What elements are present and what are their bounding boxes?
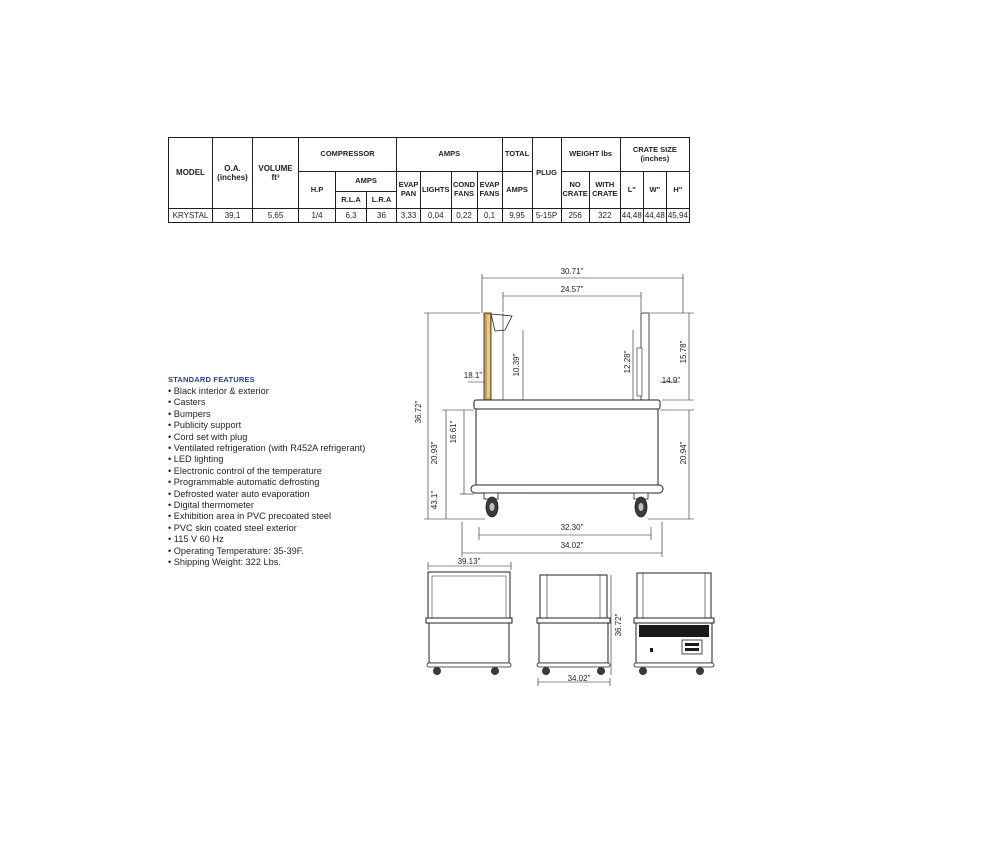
header-lra: L.R.A <box>367 192 397 209</box>
dim-right-upper-height: 15.78" <box>679 340 688 364</box>
middle-view <box>537 575 611 686</box>
feature-item: • Black interior & exterior <box>168 386 398 397</box>
cell-hp: 1/4 <box>299 209 336 223</box>
header-crate-unit: (inches) <box>640 153 670 163</box>
feature-item: • Electronic control of the temperature <box>168 466 398 477</box>
header-plug: PLUG <box>532 138 561 209</box>
feature-item: • Cord set with plug <box>168 432 398 443</box>
feature-item: • Defrosted water auto evaporation <box>168 489 398 500</box>
dim-top-width: 24.57" <box>560 285 584 294</box>
cell-model: KRYSTAL <box>169 209 213 223</box>
header-crate-h: H" <box>666 172 689 209</box>
header-oa-label: O.A. <box>224 163 241 173</box>
header-evap-fans: EVAP FANS <box>477 172 502 209</box>
features-title: STANDARD FEATURES <box>168 375 255 384</box>
cell-lra: 36 <box>367 209 397 223</box>
cell-crate-h: 45,94 <box>666 209 689 223</box>
header-weight: WEIGHT lbs <box>561 138 620 172</box>
cell-volume: 5,65 <box>253 209 299 223</box>
header-crate-label: CRATE SIZE <box>632 144 677 154</box>
header-volume-unit: ft³ <box>271 173 280 182</box>
dim-left-inner-height: 10.39" <box>512 353 521 377</box>
feature-item: • Ventilated refrigeration (with R452A refrigerant) <box>168 443 398 454</box>
feature-item: • Programmable automatic defrosting <box>168 477 398 488</box>
header-oa-unit: (inches) <box>217 173 248 182</box>
header-volume-label: VOLUME <box>258 163 293 173</box>
cell-crate-l: 44,48 <box>620 209 643 223</box>
dim-base-height: 43.1" <box>430 490 439 510</box>
header-lights: LIGHTS <box>421 172 452 209</box>
cell-evap-fans: 0,1 <box>477 209 502 223</box>
header-model: MODEL <box>169 138 213 209</box>
cell-total-amps: 9,95 <box>502 209 532 223</box>
header-compressor: COMPRESSOR <box>299 138 397 172</box>
header-crate-w: W" <box>643 172 666 209</box>
header-total-amps: AMPS <box>502 172 532 209</box>
header-total: TOTAL <box>502 138 532 172</box>
header-hp: H.P <box>299 172 336 209</box>
dim-body-height-right: 20.94" <box>679 441 688 465</box>
feature-item: • Operating Temperature: 35-39F. <box>168 546 398 557</box>
feature-item: • 115 V 60 Hz <box>168 534 398 545</box>
feature-item: • Shipping Weight: 322 Lbs. <box>168 557 398 568</box>
cell-lights: 0,04 <box>421 209 452 223</box>
header-cond-fans: COND FANS <box>451 172 477 209</box>
left-view <box>426 562 512 675</box>
cell-plug: 5-15P <box>532 209 561 223</box>
dim-overall-width: 30.71" <box>560 267 584 276</box>
cell-no-crate: 256 <box>561 209 589 223</box>
dim-left-offset: 18.1" <box>463 371 483 380</box>
dim-mid-view-height: 36.72" <box>614 613 623 637</box>
header-comp-amps: AMPS <box>336 172 397 192</box>
cell-oa: 39,1 <box>213 209 253 223</box>
cell-rla: 6,3 <box>336 209 367 223</box>
header-with-crate: WITH CRATE <box>589 172 620 209</box>
header-evap-pan: EVAP PAN <box>397 172 421 209</box>
rear-view <box>634 573 714 675</box>
dim-body-height-left-outer: 20.93" <box>430 441 439 465</box>
header-amps: AMPS <box>397 138 503 172</box>
cell-crate-w: 44,48 <box>643 209 666 223</box>
feature-item: • Digital thermometer <box>168 500 398 511</box>
dim-body-height-left-inner: 16.61" <box>449 420 458 444</box>
dim-mid-view-width: 34.02" <box>567 674 591 683</box>
feature-item: • Bumpers <box>168 409 398 420</box>
dim-right-offset: 14.9" <box>661 376 681 385</box>
feature-item: • PVC skin coated steel exterior <box>168 523 398 534</box>
feature-item: • Exhibition area in PVC precoated steel <box>168 511 398 522</box>
dim-left-view-width: 39.13" <box>457 557 481 566</box>
dim-bottom-width: 34.02" <box>560 541 584 550</box>
dim-base-width: 32.30" <box>560 523 584 532</box>
feature-item: • Casters <box>168 397 398 408</box>
cell-with-crate: 322 <box>589 209 620 223</box>
cell-evap-pan: 3,33 <box>397 209 421 223</box>
cell-cond-fans: 0,22 <box>451 209 477 223</box>
feature-item: • LED lighting <box>168 454 398 465</box>
header-rla: R.L.A <box>336 192 367 209</box>
dim-overall-height: 36.72" <box>414 400 423 424</box>
dim-right-inner-height: 12.28" <box>623 350 632 374</box>
header-crate-l: L" <box>620 172 643 209</box>
feature-item: • Publicity support <box>168 420 398 431</box>
header-no-crate: NO CRATE <box>561 172 589 209</box>
